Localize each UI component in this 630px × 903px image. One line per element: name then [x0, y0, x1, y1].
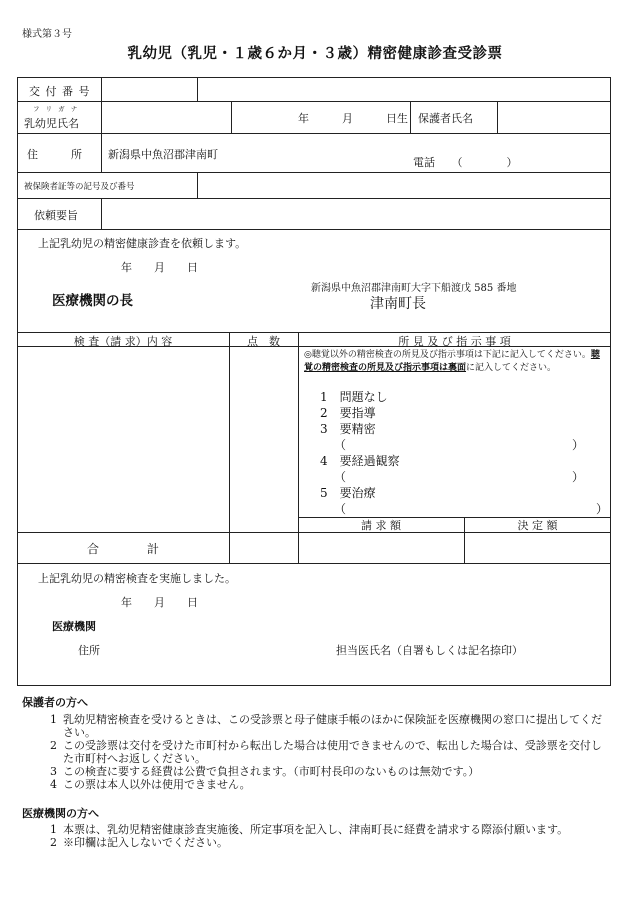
decided-amount-header: 決 定 額: [517, 519, 558, 532]
guardian-name-label: 保護者氏名: [418, 112, 473, 125]
list-item: 2 この受診票は交付を受けた市町村から転出した場合は使用できませんので、転出した場合は、受診票を交付した市町村へお返しください。: [50, 739, 602, 765]
option-3: 3 要精密: [320, 422, 376, 436]
birth-date-label: 年 月 日生: [298, 112, 408, 125]
mayor-name: 津南町長: [370, 296, 426, 312]
option-3-paren-close: ）: [572, 438, 585, 452]
town-address: 新潟県中魚沼郡津南町大字下船渡戊 585 番地: [311, 283, 517, 294]
list-item: 3 この検査に要する経費は公費で負担されます。（市町村長印のないものは無効です。）: [50, 765, 480, 778]
institution-notes-heading: 医療機関の方へ: [22, 807, 99, 820]
institution-address-label: 住所: [78, 644, 100, 657]
address-value: 新潟県中魚沼郡津南町: [108, 148, 218, 161]
option-5-paren-close: ）: [596, 502, 609, 516]
guardian-notes-heading: 保護者の方へ: [22, 696, 88, 709]
option-5-paren-open: （: [334, 502, 347, 516]
claim-amount-header: 請 求 額: [361, 519, 401, 532]
child-name-label: 乳幼児氏名: [24, 117, 79, 130]
option-4-paren-close: ）: [572, 470, 585, 484]
option-2: 2 要指導: [320, 406, 376, 420]
issue-number-label: 交 付 番 号: [29, 85, 91, 98]
total-label: 合 計: [86, 542, 159, 556]
findings-note: ◎聴覚以外の精密検査の所見及び指示事項は下記に記入してください。聴覚の精密検査の所見及び指示事項は裏面に記入してください。: [304, 350, 600, 373]
list-item: 1 本票は、乳幼児精密健康診査実施後、所定事項を記入し、津南町長に経費を請求する際添付願います。: [50, 823, 569, 836]
list-item: 4 この票は本人以外は使用できません。: [50, 778, 251, 791]
completion-statement: 上記乳幼児の精密検査を実施しました。: [38, 572, 236, 585]
furigana-label: フ リ ガ ナ: [33, 105, 80, 113]
findings-header: 所 見 及 び 指 示 事 項: [398, 335, 511, 348]
option-4-paren-open: （: [334, 470, 347, 484]
completion-date: 年 月 日: [121, 596, 198, 609]
option-1: 1 問題なし: [320, 390, 388, 404]
request-statement: 上記乳幼児の精密健康診査を依頼します。: [38, 237, 247, 250]
institution-notes-list: [50, 823, 608, 849]
phone-label: 電話 （ ）: [413, 156, 518, 169]
institution-head-label: 医療機関の長: [52, 293, 133, 309]
list-item: 1 乳幼児精密検査を受けるときは、この受診票と母子健康手帳のほかに保険証を医療機関の窓口に提出してください。: [50, 713, 602, 739]
form-frame: [17, 77, 611, 686]
address-label: 住 所: [27, 148, 82, 161]
form-number: 様式第３号: [22, 29, 72, 40]
list-item: 2 ※印欄は記入しないでください。: [50, 836, 228, 849]
option-5: 5 要治療: [320, 486, 376, 500]
content-header: 検 査（請 求）内 容: [73, 335, 173, 348]
points-header: 点 数: [247, 335, 280, 348]
institution-label: 医療機関: [52, 620, 96, 633]
insurance-number-label: 被保険者証等の記号及び番号: [24, 182, 135, 192]
doctor-name-label: 担当医氏名（自署もしくは記名捺印）: [336, 644, 523, 657]
form-title: 乳幼児（乳児・１歳６か月・３歳）精密健康診査受診票: [127, 45, 503, 62]
option-4: 4 要経過観察: [320, 454, 400, 468]
guardian-notes-list: [50, 713, 608, 791]
option-3-paren-open: （: [334, 438, 347, 452]
request-date: 年 月 日: [121, 261, 198, 274]
request-purpose-label: 依頼要旨: [34, 209, 78, 222]
